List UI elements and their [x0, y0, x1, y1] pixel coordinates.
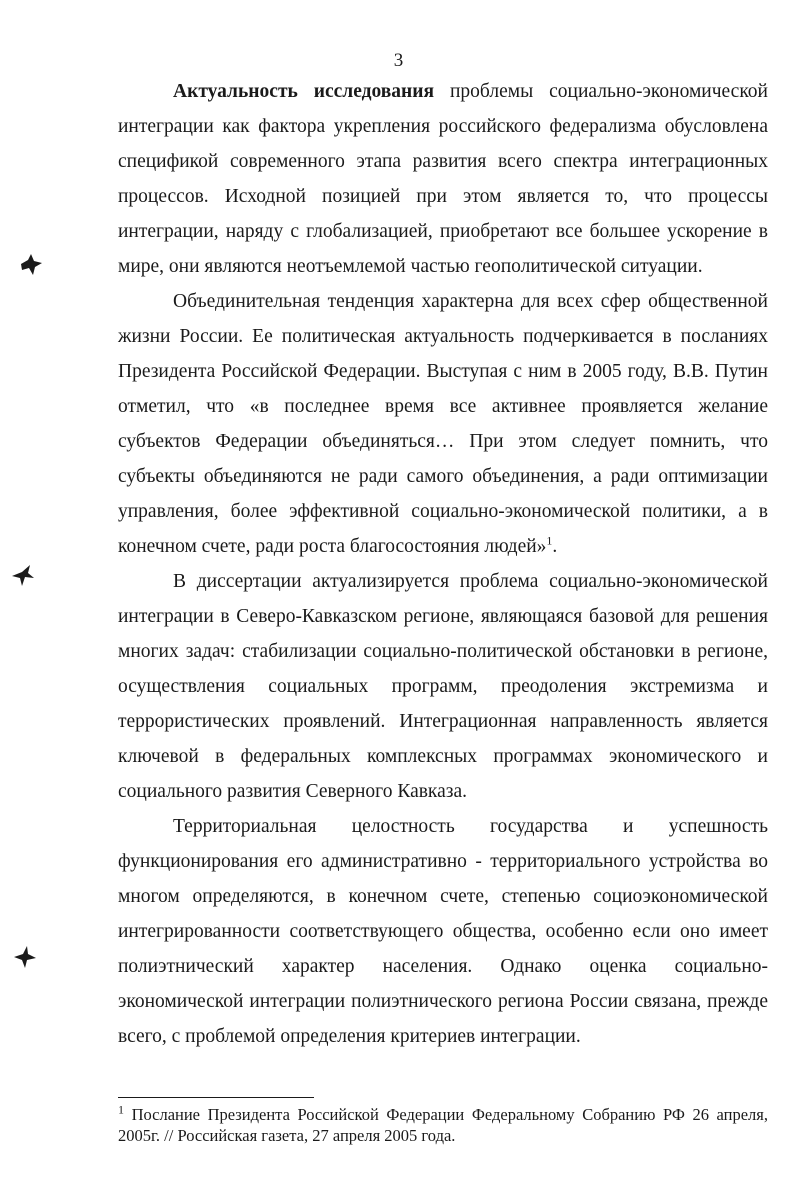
body-text	[118, 74, 768, 1054]
paragraph-3-text: В диссертации актуализируется проблема социально-экономической интеграции в Северо-Кавказском регионе, являющаяся базовой для решения многих задач: стабилизации социально-политической обстановки в регионе, осуществления социальных программ, преодоления экстремизма и террористических проявлений. Интеграционная направленность является ключевой в федеральных комплексных программах экономического и социального развития Северного Кавказа.	[118, 571, 768, 802]
paragraph-1-text: проблемы социально-экономической интеграции как фактора укрепления российского федерализма обусловлена спецификой современного этапа развития всего спектра интеграционных процессов. Исходной позицией при этом является то, что процессы интеграции, наряду с глобализацией, приобретают все большее ускорение в мире, они являются неотъемлемой частью геополитической ситуации.	[118, 81, 768, 277]
paragraph-4-text: Территориальная целостность государства и успешность функционирования его административно - территориального устройства во многом определяются, в конечном счете, степенью социоэкономической интегрированности соответствующего общества, особенно если оно имеет полиэтнический характер населения. Однако оценка социально-экономической интеграции полиэтнического региона России связана, прежде всего, с проблемой определения критериев интеграции.	[118, 816, 768, 1047]
paragraph-1	[118, 74, 768, 284]
scan-mark-icon	[12, 944, 38, 970]
footnote	[118, 1104, 768, 1146]
paragraph-3	[118, 564, 768, 809]
scan-mark-icon	[18, 252, 44, 278]
footnote-number: 1	[118, 1102, 124, 1117]
paragraph-4	[118, 809, 768, 1054]
lead-bold-phrase: Актуальность исследования	[173, 81, 435, 102]
footnote-reference: 1	[546, 533, 553, 548]
page-number: 3	[393, 50, 404, 71]
paragraph-2-text: Объединительная тенденция характерна для всех сфер общественной жизни России. Ее политическая актуальность подчеркивается в посланиях Президента Российской Федерации. Выступая с ним в 2005 году, В.В. Путин отметил, что «в последнее время все активнее проявляется желание субъектов Федерации объединяться… При этом следует помнить, что субъекты объединяются не ради самого объединения, а ради оптимизации управления, более эффективной социально-экономической политики, а в конечном счете, ради роста благосостояния людей»	[118, 291, 768, 557]
scan-mark-icon	[10, 562, 36, 588]
footnote-text: Послание Президента Российской Федерации Федеральному Собранию РФ 26 апреля, 2005г. // Российская газета, 27 апреля 2005 года.	[118, 1105, 768, 1145]
paragraph-2-tail: .	[552, 536, 558, 557]
footnote-divider	[118, 1097, 314, 1098]
paragraph-2	[118, 284, 768, 564]
